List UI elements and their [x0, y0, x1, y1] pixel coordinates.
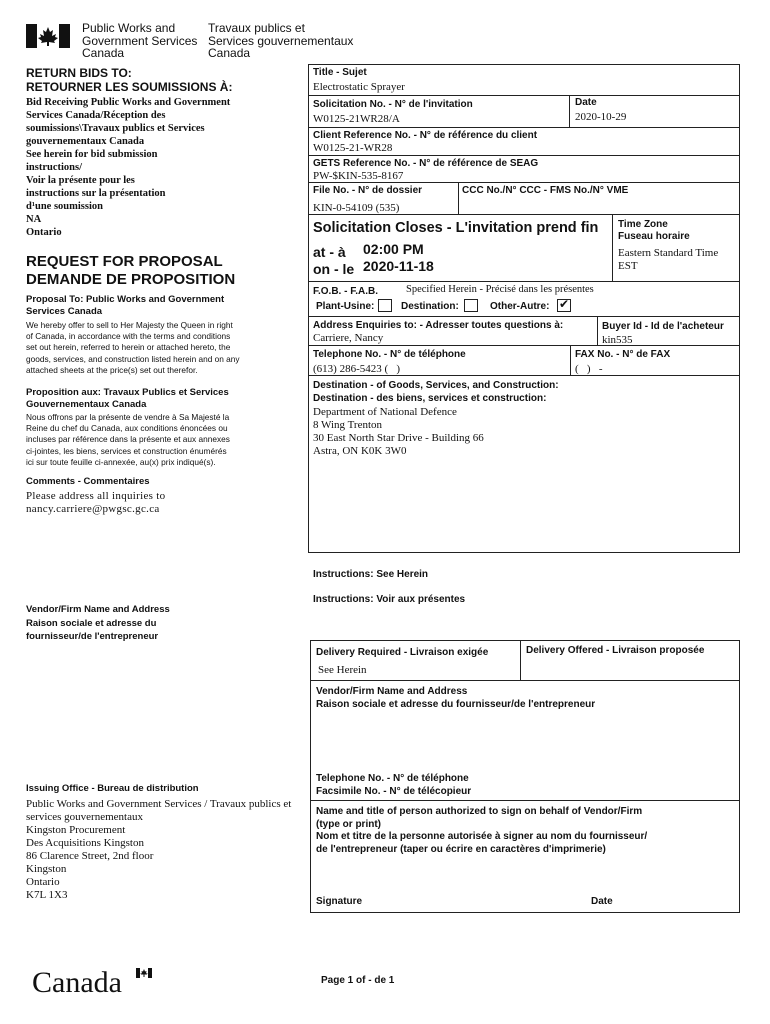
file-number-value: KIN-0-54109 (535) [313, 202, 400, 214]
return-bids-title: RETURN BIDS TO: RETOURNER LES SOUMISSIONS À: [26, 66, 233, 94]
gets-reference-value: PW-$KIN-535-8167 [313, 170, 404, 182]
closing-time-value: 02:00 PM [363, 241, 424, 257]
instructions-french: Instructions: Voir aux présentes [313, 594, 466, 605]
issuing-office-address: Public Works and Government Services / Travaux publics et services gouvernementaux Kingston Procurement Des Acquisitions Kingston 86 Clarence Street, 2nd floor Kingston Ontario K7L 1X3 [26, 798, 292, 901]
title-label: Title - Sujet [313, 67, 367, 78]
other-autre-checkbox[interactable] [557, 299, 571, 312]
proposition-label: Proposition aux: Travaux Publics et Services Gouvernementaux Canada [26, 387, 229, 410]
destination-goods-address: Department of National Defence 8 Wing Trenton 30 East North Star Drive - Building 66 Astra, ON K0K 3W0 [313, 406, 484, 457]
proposal-to-text: We hereby offer to sell to Her Majesty the Queen in right of Canada, in accordance with the terms and conditions set out herein, referred to herein or attached hereto, the goods, services, and construction listed herein and on any attached sheets at the price(s) set out therefor. [26, 320, 240, 375]
telephone-label: Telephone No. - N° de téléphone [313, 349, 466, 360]
vendor-name-address-label: Vendor/Firm Name and Address Raison sociale et adresse du fournisseur/de l'entrepreneur [316, 686, 596, 710]
vendor-name-address-field[interactable] [312, 712, 738, 770]
authorized-person-label: Name and title of person authorized to sign on behalf of Vendor/Firm (type or print) Nom et titre de la personne autorisée à signer au nom du fournisseur/ de l'entrepreneur (taper ou écrire en caractères d'imprimerie) [316, 806, 648, 855]
gets-reference-label: GETS Reference No. - N° de référence de SEAG [313, 158, 539, 169]
return-bids-address: Bid Receiving Public Works and Government Services Canada/Réception des soumissions\Travaux publics et Services gouvernementaux Canada See herein for bid submission instructions/ Voir la présente pour les instructions sur la présentation d¹une soumission NA Ontario [26, 97, 231, 238]
fob-label: F.O.B. - F.A.B. [313, 286, 378, 297]
date-value: 2020-10-29 [575, 111, 627, 123]
page-number: Page 1 of - de 1 [321, 975, 395, 986]
department-name-english: Public Works and Government Services Canada [82, 21, 198, 60]
address-enquiries-label: Address Enquiries to: - Adresser toutes questions à: [313, 320, 564, 331]
delivery-offered-field[interactable] [522, 658, 737, 678]
proposal-to-label: Proposal To: Public Works and Government Services Canada [26, 294, 225, 317]
buyer-id-label: Buyer Id - Id de l'acheteur [602, 321, 724, 332]
title-value: Electrostatic Sprayer [313, 81, 405, 93]
destination-goods-label: Destination - of Goods, Services, and Construction: Destination - des biens, services et construction: [313, 380, 559, 404]
solicitation-closes-title: Solicitation Closes - L'invitation prend fin [313, 220, 599, 236]
destination-checkbox[interactable] [464, 299, 478, 312]
maple-leaf-icon [26, 24, 70, 48]
comments-label: Comments - Commentaires [26, 476, 150, 487]
delivery-offered-label: Delivery Offered - Livraison proposée [526, 645, 705, 656]
department-name-french: Travaux publics et Services gouvernementaux Canada [208, 21, 354, 60]
vendor-left-label: Vendor/Firm Name and Address Raison sociale et adresse du fournisseur/de l'entrepreneur [26, 604, 170, 642]
rfp-title: REQUEST FOR PROPOSAL DEMANDE DE PROPOSITION [26, 253, 236, 288]
plant-usine-checkbox[interactable] [378, 299, 392, 312]
time-zone-label: Time Zone Fuseau horaire [618, 219, 690, 242]
checkmark-icon: ✔ [559, 297, 570, 311]
vendor-telephone-label: Telephone No. - N° de téléphone Facsimile No. - N° de télécopieur [316, 773, 472, 797]
government-flag-logo [26, 24, 70, 48]
time-zone-value: Eastern Standard Time EST [618, 247, 719, 272]
buyer-id-value: kin535 [602, 334, 633, 346]
solicitation-number-value: W0125-21WR28/A [313, 113, 400, 125]
closing-time-label: at - à [313, 244, 346, 260]
other-autre-label: Other-Autre: [490, 301, 550, 312]
destination-label: Destination: [401, 301, 459, 312]
canada-wordmark: Canada [32, 966, 122, 1000]
delivery-required-label: Delivery Required - Livraison exigée [316, 647, 489, 658]
file-number-label: File No. - N° de dossier [313, 185, 423, 196]
closing-date-value: 2020-11-18 [363, 258, 434, 274]
telephone-value: (613) 286-5423 ( ) [313, 363, 401, 375]
solicitation-number-label: Solicitation No. - N° de l'invitation [313, 99, 473, 110]
instructions-english: Instructions: See Herein [313, 569, 429, 580]
fob-value: Specified Herein - Précisé dans les présentes [406, 284, 594, 295]
fax-label: FAX No. - N° de FAX [575, 349, 671, 360]
ccc-number-label: CCC No./N° CCC - FMS No./N° VME [462, 185, 629, 196]
address-enquiries-value: Carriere, Nancy [313, 332, 384, 344]
client-reference-value: W0125-21-WR28 [313, 142, 393, 154]
proposition-text: Nous offrons par la présente de vendre à Sa Majesté la Reine du chef du Canada, aux conditions énoncées ou incluses par référence dans la présente et aux annexes ci-jointes, les biens, services et construction énumérés ici sur toute feuille ci-annexée, au(x) prix indiqué(s). [26, 412, 230, 467]
signature-label: Signature [316, 896, 363, 907]
delivery-required-value: See Herein [318, 664, 367, 676]
signature-date-label: Date [591, 896, 613, 907]
fax-value: ( ) - [575, 363, 603, 375]
wordmark-flag-icon [136, 968, 152, 978]
authorized-person-field[interactable] [312, 860, 738, 890]
client-reference-label: Client Reference No. - N° de référence du client [313, 130, 538, 141]
plant-usine-label: Plant-Usine: [316, 301, 375, 312]
issuing-office-label: Issuing Office - Bureau de distribution [26, 783, 199, 794]
comments-text: Please address all inquiries to nancy.carriere@pwgsc.gc.ca [26, 490, 166, 515]
closing-date-label: on - le [313, 261, 355, 277]
date-label: Date [575, 97, 597, 108]
